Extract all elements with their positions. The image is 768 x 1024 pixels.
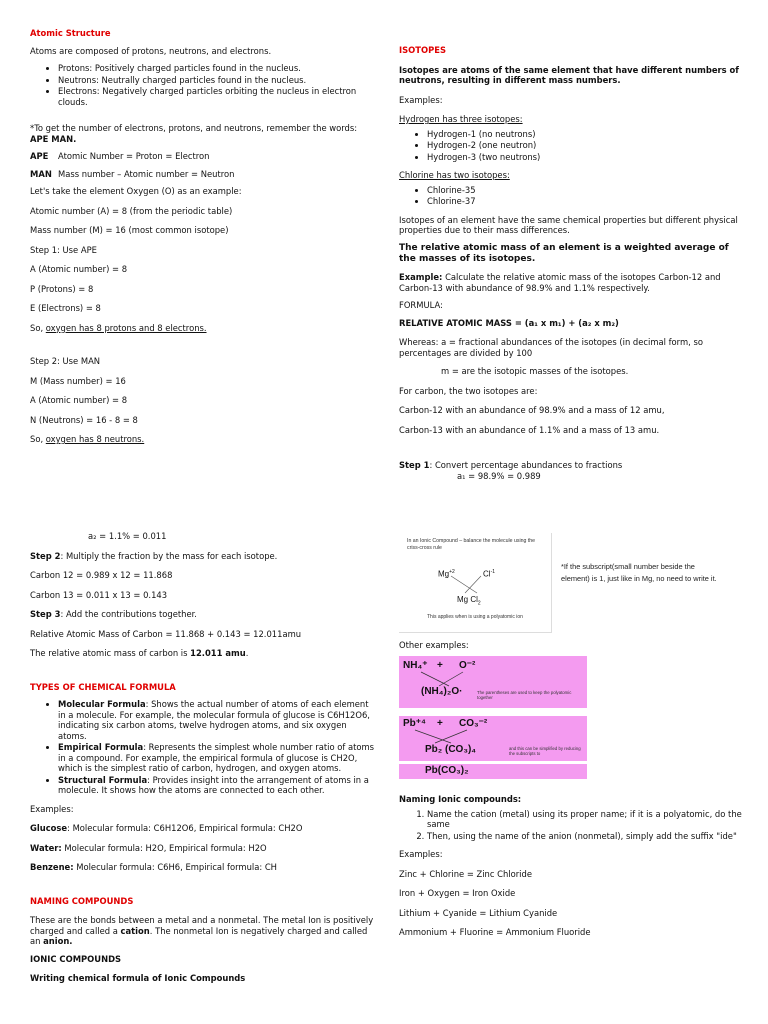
atomic-structure-title: Atomic Structure	[30, 28, 111, 38]
man-line: N (Neutrons) = 16 - 8 = 8	[30, 414, 138, 425]
oxygen-line: Let's take the element Oxygen (O) as an example:	[30, 186, 242, 196]
oxygen-line: E (Electrons) = 8	[30, 303, 101, 313]
example-line: Lithium + Cyanide = Lithium Cyanide	[399, 907, 558, 918]
list-item: • Empirical Formula: Represents the simplest whole number ratio of atoms in a compound. For example, the empirical formula of glucose is CH2O, which is the simplest ratio of carbon, hydrogen, and oxygen atoms.	[58, 742, 375, 774]
ammonium-oxide-figure	[399, 656, 587, 708]
ram-result: The relative atomic mass of carbon is 12.011 amu.	[30, 648, 249, 658]
step2-line: Step 2: Multiply the fraction by the mass for each isotope.	[30, 550, 278, 561]
man-row: MAN Mass number – Atomic number = Neutron	[30, 168, 235, 179]
example-line: Zinc + Chlorine = Zinc Chloride	[399, 868, 532, 879]
o2-ion: O⁻²	[459, 660, 476, 671]
naming-text: These are the bonds between a metal and a nonmetal. The metal Ion is positively charged and called a cation. The nonmetal Ion is negatively charged and called an anion.	[30, 915, 374, 946]
oxygen-line: P (Protons) = 8	[30, 283, 94, 294]
whereas-text: Whereas: a = fractional abundances of the isotopes (in decimal form, so percentages are divided by 100	[399, 337, 703, 358]
oxygen-line: Atomic number (A) = 8 (from the periodic table)	[30, 205, 233, 216]
carbon13-calc: Carbon 13 = 0.011 x 13 = 0.143	[30, 589, 168, 600]
types-title: TYPES OF CHEMICAL FORMULA	[30, 681, 176, 692]
formula: RELATIVE ATOMIC MASS = (a₁ x m₁) + (a₂ x m₂)	[399, 317, 619, 328]
list-item: • Electrons: Negatively charged particles orbiting the nucleus in electron clouds.	[58, 86, 375, 107]
list-item: • Protons: Positively charged particles found in the nucleus.	[58, 63, 375, 74]
nh4-ion: NH₄⁺	[403, 660, 428, 671]
carbon12-calc: Carbon 12 = 0.989 x 12 = 11.868	[30, 570, 173, 580]
list-item: • Hydrogen-1 (no neutrons)	[427, 129, 744, 140]
formula-label: FORMULA:	[399, 300, 443, 310]
pb2co34-formula: Pb₂ (CO₃)₄	[425, 744, 477, 755]
man-line: A (Atomic number) = 8	[30, 395, 128, 405]
glucose-row: Glucose: Molecular formula: C6H12O6, Empirical formula: CH2O	[30, 823, 303, 833]
examples-label: Examples:	[399, 94, 443, 105]
plus-sign: +	[437, 718, 443, 729]
naming-ionic-title: Naming Ionic compounds:	[399, 794, 522, 804]
ape-note: *To get the number of electrons, protons, and neutrons, remember the words:	[30, 123, 358, 133]
intro-text: Atoms are composed of protons, neutrons, and electrons.	[30, 45, 272, 56]
ram-definition: The relative atomic mass of an element is a weighted average of the masses of its isotopes.	[399, 242, 729, 264]
isotope-definition: Isotopes are atoms of the same element that have different numbers of neutrons, resulting in different mass numbers.	[399, 64, 739, 85]
ape-man: APE MAN.	[30, 133, 77, 144]
naming-ionic-section	[399, 794, 749, 945]
other-examples-label: Other examples:	[399, 640, 469, 650]
water-row: Water: Molecular formula: H2O, Empirical formula: H2O	[30, 842, 267, 853]
criss-cross-caption: In an Ionic Compound – balance the molecule using the criss-cross rule	[407, 538, 536, 551]
isotopes-section	[399, 45, 744, 481]
examples-label: Examples:	[30, 803, 74, 814]
ape-row: APE Atomic Number = Proton = Electron	[30, 151, 210, 161]
simplify-note: and this can be simplified by reducing the subscripts to	[509, 746, 581, 757]
criss-cross-figure	[399, 533, 552, 633]
list-item: 2. Then, using the name of the anion (nonmetal), simply add the suffix "ide"	[427, 831, 749, 842]
carbon13-line: Carbon-13 with an abundance of 1.1% and a mass of 13 amu.	[399, 424, 660, 435]
naming-title: NAMING COMPOUNDS	[30, 895, 134, 906]
a2-line: a₂ = 1.1% = 0.011	[88, 531, 167, 541]
mg-symbol: $Mg^{+2}$	[438, 569, 455, 579]
mgcl2-formula: Mg $Cl_2$	[457, 595, 481, 607]
oxygen-line: Mass number (M) = 16 (most common isotope)	[30, 225, 229, 235]
example-line: Ammonium + Fluorine = Ammonium Fluoride	[399, 927, 591, 937]
subscript-note: *If the subscript(small number beside the element) is 1, just like in Mg, no need to write it.	[561, 562, 717, 583]
parentheses-note: The parentheses are used to keep the polyatomic together	[477, 690, 572, 701]
ionic-title: IONIC COMPOUNDS	[30, 953, 122, 964]
lead-carbonate-simplified	[399, 764, 587, 779]
pb-ion: Pb⁺⁴	[403, 718, 427, 729]
step3-line: Step 3: Add the contributions together.	[30, 609, 197, 619]
examples-label: Examples:	[399, 849, 443, 859]
particle-list	[58, 63, 375, 107]
plus-sign: +	[437, 660, 443, 671]
ram-calc: Relative Atomic Mass of Carbon = 11.868 + 0.143 = 12.011amu	[30, 628, 302, 639]
list-item: • Neutrons: Neutrally charged particles found in the nucleus.	[58, 75, 375, 86]
atomic-structure-section	[30, 28, 375, 452]
co3-ion: CO₃⁻²	[459, 718, 488, 729]
same-properties: Isotopes of an element have the same chemical properties but different physical properties due to their mass differences.	[399, 214, 738, 235]
list-item: • Hydrogen-3 (two neutrons)	[427, 152, 744, 163]
m-definition: m = are the isotopic masses of the isotopes.	[441, 366, 629, 376]
lead-carbonate-figure	[399, 716, 587, 761]
list-item: • Chlorine-35	[427, 185, 744, 196]
calculation-section	[30, 531, 375, 991]
so-protons: So, oxygen has 8 protons and 8 electrons.	[30, 322, 207, 333]
carbon12-line: Carbon-12 with an abundance of 98.9% and a mass of 12 amu,	[399, 405, 665, 415]
benzene-row: Benzene: Molecular formula: C6H6, Empirical formula: CH	[30, 862, 277, 872]
chlorine-list	[427, 185, 744, 207]
oxygen-line: A (Atomic number) = 8	[30, 264, 128, 274]
oxygen-line: Step 1: Use APE	[30, 244, 97, 255]
example-line: Iron + Oxygen = Iron Oxide	[399, 888, 516, 898]
for-carbon: For carbon, the two isotopes are:	[399, 385, 538, 396]
cl-symbol: $Cl^{-1}$	[483, 569, 496, 579]
example-problem: Example: Calculate the relative atomic mass of the isotopes Carbon-12 and Carbon-13 with abundance of 98.9% and 1.1% respectively.	[399, 272, 721, 293]
man-line: M (Mass number) = 16	[30, 375, 126, 386]
chlorine-heading: Chlorine has two isotopes:	[399, 170, 510, 180]
list-item: • Chlorine-37	[427, 196, 744, 207]
isotopes-title: ISOTOPES	[399, 45, 446, 55]
polyatomic-note: This applies when is using a polyatomic ion	[427, 614, 523, 620]
nh4-2o-formula: (NH₄)₂O·	[421, 686, 463, 697]
list-item: • Molecular Formula: Shows the actual number of atoms of each element in a molecule. For example, the molecular formula of glucose is C6H12O6, indicating six carbon atoms, twelve hydrogen atoms, and six oxygen atoms.	[58, 699, 375, 741]
hydrogen-list	[427, 129, 744, 163]
hydrogen-heading: Hydrogen has three isotopes:	[399, 114, 523, 124]
criss-cross-arrows	[449, 573, 499, 597]
list-item: 1. Name the cation (metal) using its proper name; if it is a polyatomic, do the same	[427, 809, 749, 830]
naming-steps	[427, 809, 749, 842]
a1-line: a₁ = 98.9% = 0.989	[457, 470, 541, 481]
list-item: • Structural Formula: Provides insight into the arrangement of atoms in a molecule. It shows how the atoms are connected to each other.	[58, 775, 375, 796]
list-item: • Hydrogen-2 (one neutron)	[427, 140, 744, 151]
so-neutrons: So, oxygen has 8 neutrons.	[30, 434, 145, 444]
man-line: Step 2: Use MAN	[30, 356, 101, 366]
writing-title: Writing chemical formula of Ionic Compounds	[30, 973, 246, 983]
step1-line: Step 1: Convert percentage abundances to fractions	[399, 460, 623, 470]
pbco32-formula: Pb(CO₃)₂	[425, 765, 469, 776]
types-list	[58, 699, 375, 796]
